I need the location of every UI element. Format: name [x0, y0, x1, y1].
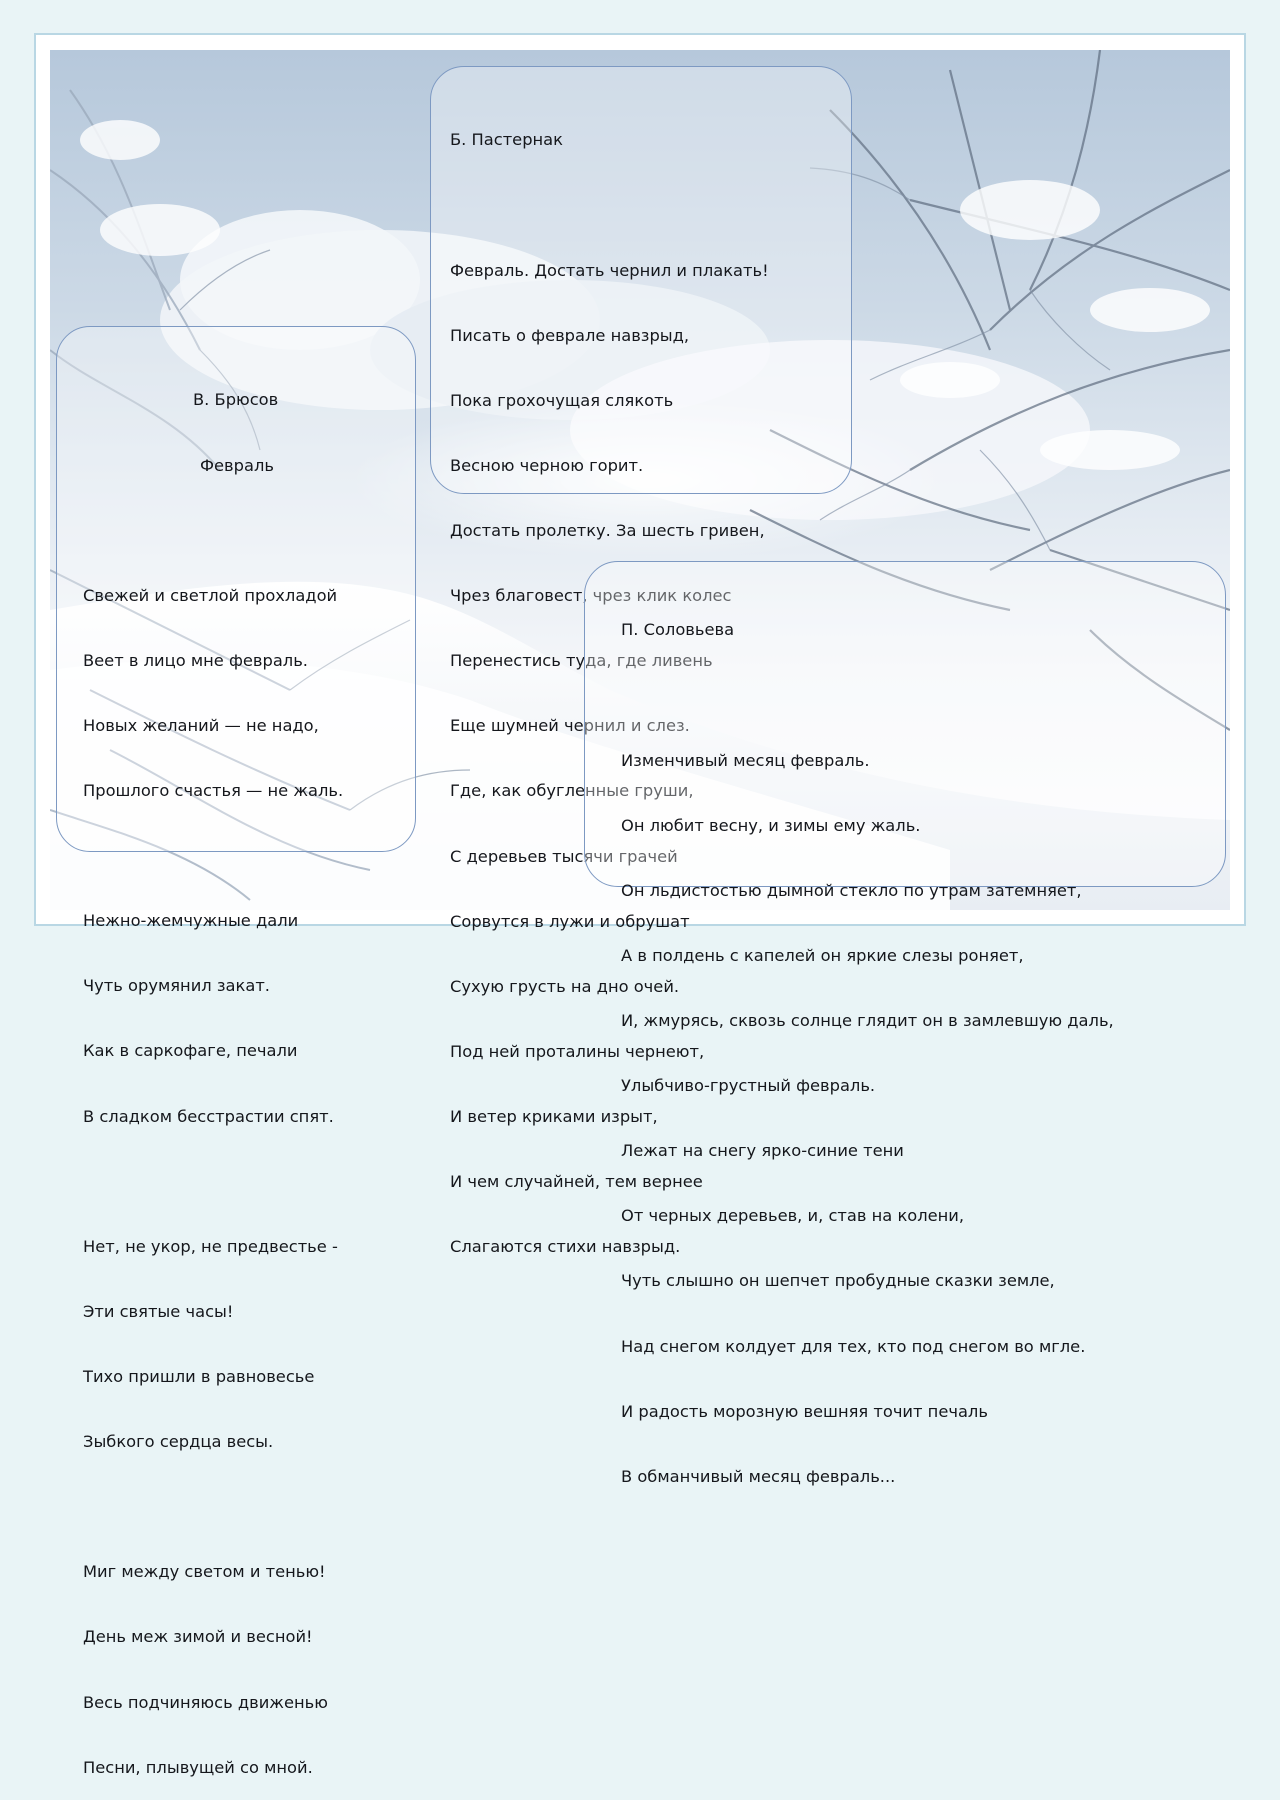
poem-line: От черных деревьев, и, став на колени, — [621, 1206, 965, 1226]
poem-line: Писать о феврале навзрыд, — [450, 325, 690, 345]
poem-line: Достать пролетку. За шесть гривен, — [450, 521, 765, 541]
poem-line: Перенестись туда, где ливень — [450, 651, 713, 671]
poem-line: Пока грохочущая слякоть — [450, 390, 674, 410]
bryusov-author: В. Брюсов — [193, 390, 279, 410]
poem-line: Улыбчиво-грустный февраль. — [621, 1076, 876, 1096]
poem-line: Свежей и светлой прохладой — [83, 585, 338, 605]
poem-line: Зыбкого сердца весы. — [83, 1432, 274, 1452]
poem-line: Новых желаний — не надо, — [83, 715, 319, 735]
stanza-gap — [83, 845, 343, 867]
poem-line: Как в саркофаге, печали — [83, 1041, 298, 1061]
poem-line: Где, как обугленные груши, — [450, 781, 694, 801]
poem-line: И ветер криками изрыт, — [450, 1107, 658, 1127]
poem-line: День меж зимой и весной! — [83, 1627, 313, 1647]
stanza-gap — [621, 685, 1114, 707]
poem-line: А в полдень с капелей он яркие слезы роняет, — [621, 945, 1024, 965]
poem-line: Чрез благовест, чрез клик колес — [450, 586, 732, 606]
bryusov-poem — [83, 346, 343, 1800]
poem-line: И чем случайней, тем вернее — [450, 1172, 703, 1192]
poem-line: Лежат на снегу ярко-синие тени — [621, 1141, 904, 1161]
poem-line: Под ней проталины чернеют, — [450, 1041, 705, 1061]
stanza-gap — [83, 1496, 343, 1518]
poem-line: И радость морозную вешняя точит печаль — [621, 1401, 988, 1421]
poem-line: Нежно-жемчужные дали — [83, 911, 299, 931]
pasternak-author: Б. Пастернак — [450, 130, 563, 150]
poem-line: Эти святые часы! — [83, 1301, 234, 1321]
solovyeva-author: П. Соловьева — [621, 620, 735, 640]
solovyeva-poem — [621, 576, 1114, 1509]
poem-line: Чуть орумянил закат. — [83, 976, 270, 996]
stanza-gap — [83, 520, 343, 542]
poem-line: Весь подчиняюсь движенью — [83, 1692, 328, 1712]
poem-line: В обманчивый месяц февраль... — [621, 1466, 896, 1486]
poem-line: Сухую грусть на дно очей. — [450, 976, 680, 996]
bryusov-title: Февраль — [200, 455, 274, 475]
poem-line: В сладком бесстрастии спят. — [83, 1106, 334, 1126]
poem-line: Он любит весну, и зимы ему жаль. — [621, 815, 921, 835]
poem-line: Изменчивый месяц февраль. — [621, 750, 870, 770]
poem-line: Миг между светом и тенью! — [83, 1562, 326, 1582]
poem-line: Слагаются стихи навзрыд. — [450, 1237, 681, 1257]
poem-line: Нет, не укор, не предвестье - — [83, 1236, 338, 1256]
poem-line: И, жмурясь, сквозь солнце глядит он в замлевшую даль, — [621, 1011, 1114, 1031]
poem-line: Он льдистостью дымной стекло по утрам затемняет, — [621, 880, 1082, 900]
stanza-gap — [450, 195, 769, 217]
poem-line: С деревьев тысячи грачей — [450, 846, 678, 866]
poem-line: Веет в лицо мне февраль. — [83, 650, 308, 670]
poem-line: Весною черною горит. — [450, 455, 644, 475]
poem-line: Прошлого счастья — не жаль. — [83, 781, 344, 801]
poem-line: Над снегом колдует для тех, кто под снегом во мгле. — [621, 1336, 1086, 1356]
stanza-gap — [83, 1171, 343, 1193]
poem-line: Еще шумней чернил и слез. — [450, 716, 690, 736]
poem-line: Чуть слышно он шепчет пробудные сказки земле, — [621, 1271, 1055, 1291]
poem-line: Сорвутся в лужи и обрушат — [450, 911, 690, 931]
poem-line: Песни, плывущей со мной. — [83, 1757, 313, 1777]
poem-line: Февраль. Достать чернил и плакать! — [450, 260, 769, 280]
poem-line: Тихо пришли в равновесье — [83, 1367, 315, 1386]
